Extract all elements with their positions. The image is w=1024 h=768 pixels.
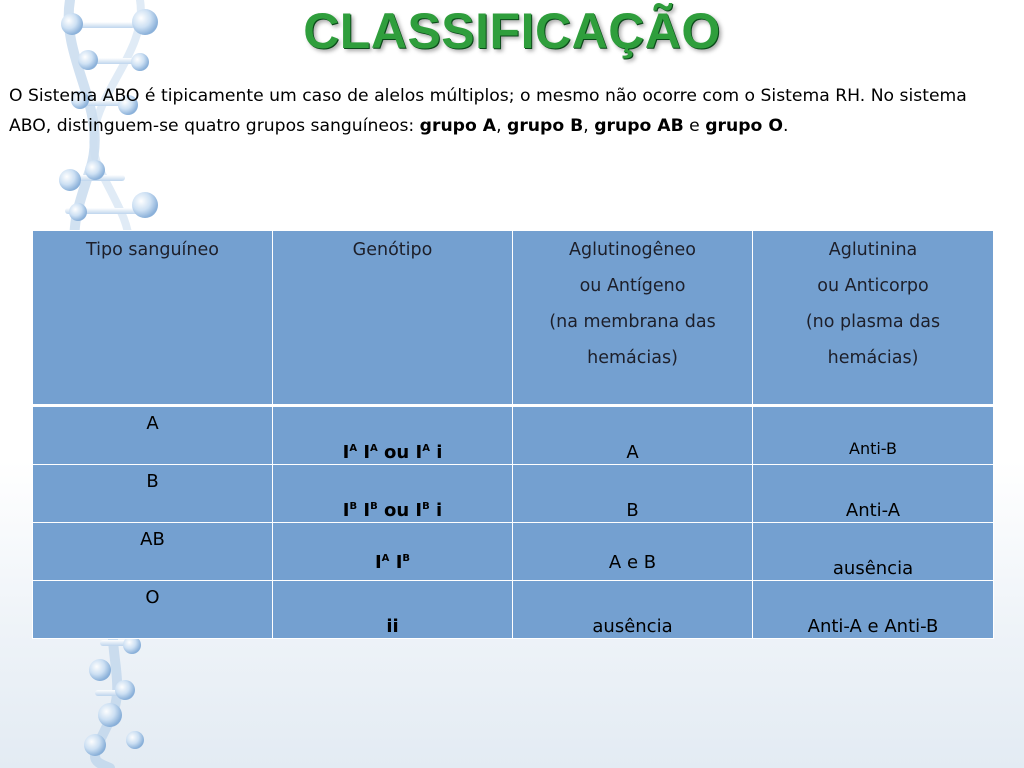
header-line: (na membrana das	[549, 312, 716, 332]
header-line: ou Anticorpo	[817, 276, 929, 296]
genotype-part: ou I	[377, 500, 423, 521]
genotype-allele: B	[422, 501, 430, 512]
cell-antigen: B	[513, 465, 753, 523]
cell-genotype	[273, 581, 513, 639]
abo-blood-type-table	[32, 230, 994, 639]
header-blood-type	[33, 231, 273, 406]
genotype-part: I	[342, 442, 350, 463]
intro-text: O Sistema ABO é tipicamente um caso de alelos múltiplos; o mesmo não ocorre com o Sistema RH. No sistema ABO, distinguem-se quatro grupos sanguíneos:	[9, 86, 967, 136]
header-line: hemácias)	[827, 348, 919, 368]
cell-type: O	[33, 581, 273, 639]
cell-type: B	[33, 465, 273, 523]
cell-antibody: ausência	[753, 523, 994, 581]
cell-genotype	[273, 465, 513, 523]
cell-antibody: Anti-A e Anti-B	[753, 581, 994, 639]
table-row	[33, 523, 994, 581]
header-line: Genótipo	[352, 240, 433, 260]
header-line: ou Antígeno	[579, 276, 686, 296]
genotype-allele: A	[422, 443, 430, 454]
cell-antigen: ausência	[513, 581, 753, 639]
header-line: (no plasma das	[805, 312, 941, 332]
page-title: CLASSIFICAÇÃO	[303, 3, 721, 59]
genotype-allele: A	[370, 443, 378, 454]
header-line: Aglutinina	[828, 240, 918, 260]
intro-group-b: grupo B	[507, 116, 584, 136]
cell-antigen: A e B	[513, 523, 753, 581]
genotype-allele: B	[349, 501, 358, 512]
cell-genotype	[273, 523, 513, 581]
genotype-part: ii	[386, 616, 399, 637]
genotype-allele: A	[381, 553, 390, 564]
genotype-part: I	[374, 552, 382, 573]
genotype-part: i	[429, 500, 443, 521]
cell-type: AB	[33, 523, 273, 581]
header-line: hemácias)	[587, 348, 678, 368]
genotype-part: ou I	[377, 442, 423, 463]
cell-antibody: Anti-B	[753, 406, 994, 465]
header-genotype	[273, 231, 513, 406]
genotype-allele: B	[370, 501, 378, 512]
intro-separator: e	[683, 116, 706, 136]
header-line: Tipo sanguíneo	[86, 240, 219, 260]
table-row	[33, 465, 994, 523]
header-antibody	[753, 231, 994, 406]
genotype-allele: A	[349, 443, 358, 454]
genotype-part: I	[357, 442, 371, 463]
intro-separator: ,	[583, 116, 595, 136]
genotype-part: I	[389, 552, 403, 573]
intro-end: .	[782, 116, 789, 136]
intro-group-o: grupo O	[705, 116, 783, 136]
intro-separator: ,	[496, 116, 508, 136]
genotype-part: i	[429, 442, 443, 463]
cell-type: A	[33, 406, 273, 465]
intro-group-a: grupo A	[419, 116, 497, 136]
cell-genotype	[273, 406, 513, 465]
cell-antigen: A	[513, 406, 753, 465]
table-header-row	[33, 231, 994, 406]
intro-paragraph	[9, 81, 1009, 141]
genotype-part: I	[357, 500, 371, 521]
genotype-part: I	[342, 500, 350, 521]
header-antigen	[513, 231, 753, 406]
intro-group-ab: grupo AB	[594, 116, 684, 136]
cell-antibody: Anti-A	[753, 465, 994, 523]
table-row	[33, 581, 994, 639]
table-row	[33, 406, 994, 465]
genotype-allele: B	[402, 553, 411, 564]
header-line: Aglutinogêneo	[569, 240, 696, 260]
